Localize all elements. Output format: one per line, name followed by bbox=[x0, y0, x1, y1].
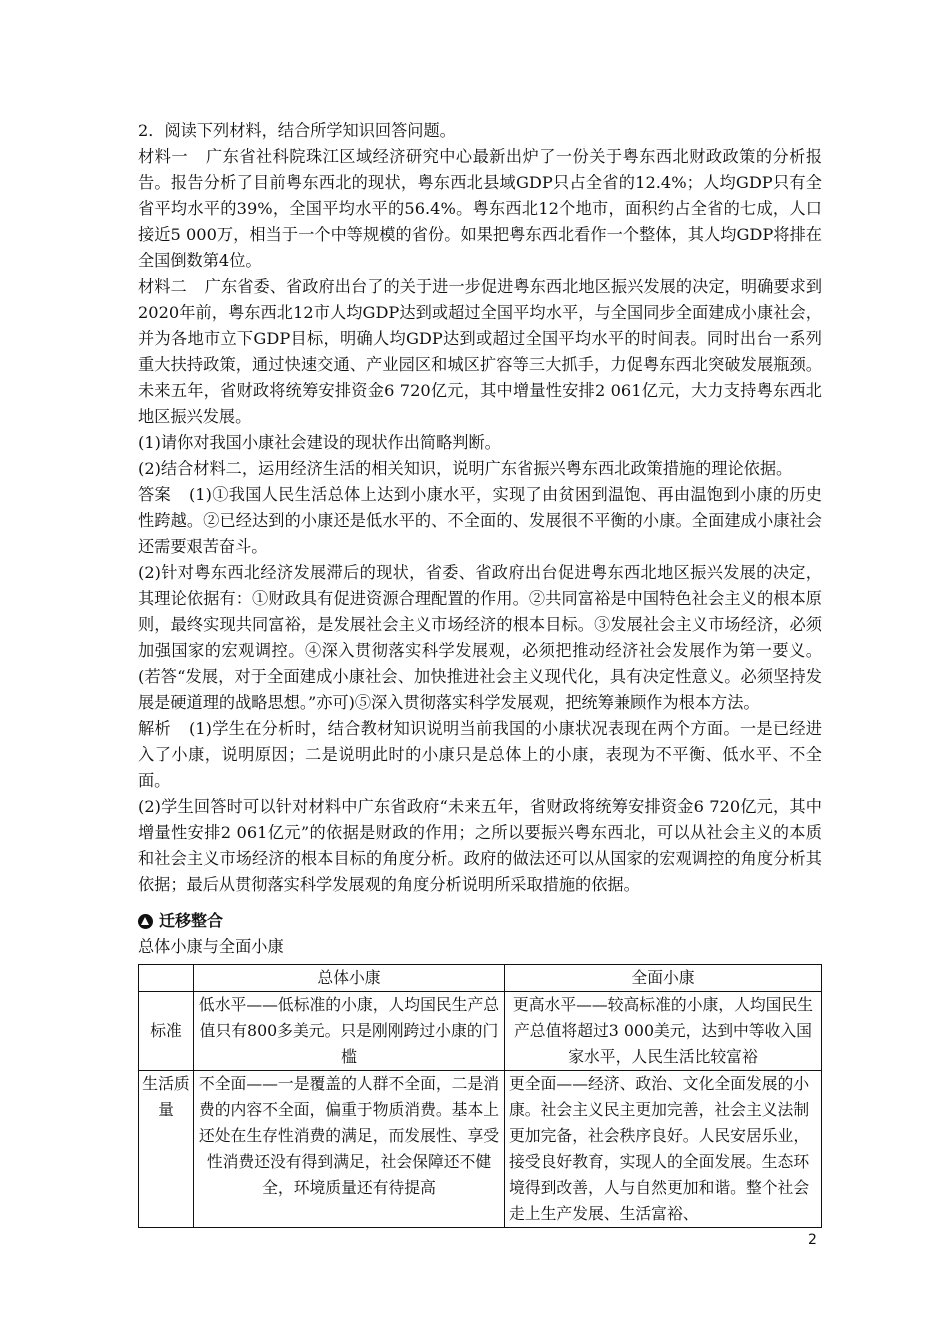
table-header-row bbox=[139, 965, 822, 992]
table-cell: 更高水平——较高标准的小康，人均国民生产总值将超过3 000美元，达到中等收入国家水平，人民生活比较富裕 bbox=[505, 992, 822, 1071]
sub-question-2: (2)结合材料二，运用经济生活的相关知识，说明广东省振兴粤东西北政策措施的理论依据。 bbox=[138, 459, 793, 478]
comparison-table bbox=[138, 964, 822, 1228]
question-stem: 2．阅读下列材料，结合所学知识回答问题。 bbox=[138, 121, 456, 140]
section-heading bbox=[138, 908, 822, 934]
table-cell: 低水平——低标准的小康，人均国民生产总值只有800多美元。只是刚刚跨过小康的门槛 bbox=[194, 992, 505, 1071]
analysis-part-1-text: (1)学生在分析时，结合教材知识说明当前我国的小康状况表现在两个方面。一是已经进入了小康，说明原因；二是说明此时的小康只是总体上的小康，表现为不平衡、低水平、不全面。 bbox=[138, 719, 822, 790]
answer-label: 答案 bbox=[138, 485, 171, 504]
material-one bbox=[138, 144, 822, 274]
material-two-label: 材料二 bbox=[138, 277, 187, 296]
answer-part-1 bbox=[138, 482, 822, 560]
answer-part-1-text: (1)①我国人民生活总体上达到小康水平，实现了由贫困到温饱、再由温饱到小康的历史性跨越。②已经达到的小康还是低水平的、不全面的、发展很不平衡的小康。全面建成小康社会还需要艰苦奋斗。 bbox=[138, 485, 822, 556]
table-cell: 更全面——经济、政治、文化全面发展的小康。社会主义民主更加完善，社会主义法制更加完备，社会秩序良好。人民安居乐业，接受良好教育，实现人的全面发展。生态环境得到改善，人与自然更加和谐。整个社会走上生产发展、生活富裕、 bbox=[505, 1071, 822, 1228]
sub-question-1: (1)请你对我国小康社会建设的现状作出简略判断。 bbox=[138, 433, 501, 452]
analysis-label: 解析 bbox=[138, 719, 171, 738]
triangle-circle-icon bbox=[138, 914, 153, 929]
table-row bbox=[139, 1071, 822, 1228]
analysis-part-1 bbox=[138, 716, 822, 794]
material-two bbox=[138, 274, 822, 430]
table-caption: 总体小康与全面小康 bbox=[138, 937, 284, 956]
material-one-text: 广东省社科院珠江区域经济研究中心最新出炉了一份关于粤东西北财政政策的分析报告。报告分析了目前粤东西北的现状，粤东西北县域GDP只占全省的12.4%；人均GDP只有全省平均水平的39%，全国平均水平的56.4%。粤东西北12个地市，面积约占全省的七成，人口接近5 000万，相当于一个中等规模的省份。如果把粤东西北看作一个整体，其人均GDP将排在全国倒数第4位。 bbox=[138, 147, 823, 270]
table-header-corner bbox=[139, 965, 194, 992]
page-content bbox=[138, 118, 822, 1228]
page-number: 2 bbox=[808, 1232, 817, 1248]
material-one-label: 材料一 bbox=[138, 147, 188, 166]
table-cell: 不全面——一是覆盖的人群不全面，二是消费的内容不全面，偏重于物质消费。基本上还处在生存性消费的满足，而发展性、享受性消费还没有得到满足，社会保障还不健全，环境质量还有待提高 bbox=[194, 1071, 505, 1228]
table-header-overall: 总体小康 bbox=[194, 965, 505, 992]
section-title: 迁移整合 bbox=[159, 911, 224, 930]
table-row bbox=[139, 992, 822, 1071]
row-label-quality: 生活质量 bbox=[139, 1071, 194, 1228]
answer-part-2: (2)针对粤东西北经济发展滞后的现状，省委、省政府出台促进粤东西北地区振兴发展的决定，其理论依据有：①财政具有促进资源合理配置的作用。②共同富裕是中国特色社会主义的根本原则，最终实现共同富裕，是发展社会主义市场经济的根本目标。③发展社会主义市场经济，必须加强国家的宏观调控。④深入贯彻落实科学发展观，必须把推动经济社会发展作为第一要义。(若答“发展，对于全面建成小康社会、加快推进社会主义现代化，具有决定性意义。必须坚持发展是硬道理的战略思想。”亦可)⑤深入贯彻落实科学发展观，把统筹兼顾作为根本方法。 bbox=[138, 563, 822, 712]
table-header-comprehensive: 全面小康 bbox=[505, 965, 822, 992]
row-label-standard: 标准 bbox=[139, 992, 194, 1071]
material-two-text: 广东省委、省政府出台了的关于进一步促进粤东西北地区振兴发展的决定，明确要求到2020年前，粤东西北12市人均GDP达到或超过全国平均水平，与全国同步全面建成小康社会，并为各地市立下GDP目标，明确人均GDP达到或超过全国平均水平的时间表。同时出台一系列重大扶持政策，通过快速交通、产业园区和城区扩容等三大抓手，力促粤东西北突破发展瓶颈。未来五年，省财政将统筹安排资金6 720亿元，其中增量性安排2 061亿元，大力支持粤东西北地区振兴发展。 bbox=[138, 277, 823, 426]
analysis-part-2: (2)学生回答时可以针对材料中广东省政府“未来五年，省财政将统筹安排资金6 720亿元，其中增量性安排2 061亿元”的依据是财政的作用；之所以要振兴粤东西北，可以从社会主义的本质和社会主义市场经济的根本目标的角度分析。政府的做法还可以从国家的宏观调控的角度分析其依据；最后从贯彻落实科学发展观的角度分析说明所采取措施的依据。 bbox=[138, 797, 822, 894]
